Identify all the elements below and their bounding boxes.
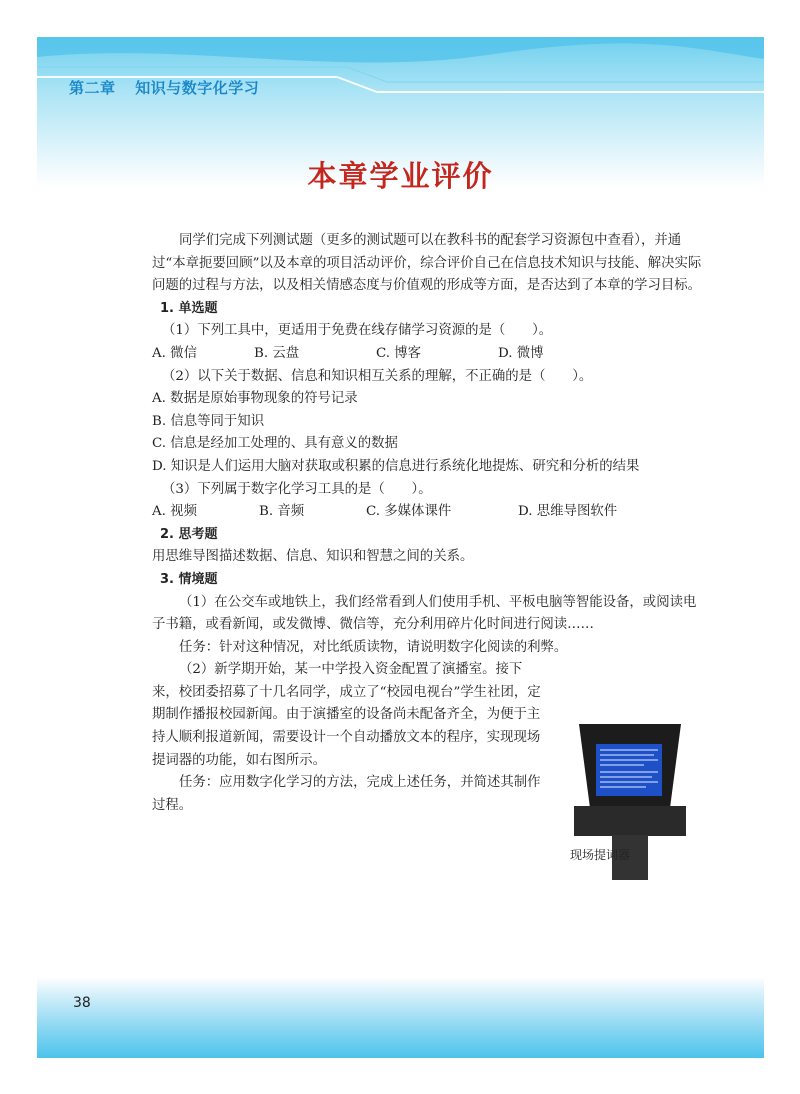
question-2: （2）以下关于数据、信息和知识相互关系的理解，不正确的是（ ）。 [162,368,593,384]
section-heading-scenario: 3. 情境题 [160,571,218,587]
option: B. 信息等同于知识 [152,413,265,429]
section-heading-thinking: 2. 思考题 [160,526,218,542]
option: B. 云盘 [254,345,300,361]
question-1-options [152,343,702,366]
scenario-1-task: 任务：针对这种情况，对比纸质读物，请说明数字化阅读的利弊。 [179,639,568,655]
scenario-2-task: 任务：应用数字化学习的方法，完成上述任务，并简述其制作过程。 [152,775,541,813]
question-3-options [152,501,702,524]
question-1: （1）下列工具中，更适用于免费在线存储学习资源的是（ ）。 [162,323,553,339]
option: D. 微博 [498,345,544,361]
option: C. 博客 [376,345,422,361]
scenario-2: （2）新学期开始，某一中学投入资金配置了演播室。接下来，校团委招募了十几名同学，成立了“校园电视台”学生社团，定期制作播报校园新闻。由于演播室的设备尚未配备齐全，为便于主持人顺利报道新闻，需要设计一个自动播放文本的程序，实现现场提词器的功能，如右图所示。 [152,662,541,768]
footer-band [37,977,764,1058]
textbook-page [37,37,764,1058]
option: A. 微信 [152,345,197,361]
chapter-number: 第二章 [69,79,116,97]
scenario-1: （1）在公交车或地铁上，我们经常看到人们使用手机、平板电脑等智能设备，或阅读电子书籍，或看新闻，或发微博、微信等，充分利用碎片化时间进行阅读…… [152,594,697,633]
page-title: 本章学业评价 [307,159,494,193]
option: D. 思维导图软件 [518,504,618,520]
page-number: 38 [73,995,91,1011]
option: B. 音频 [259,504,305,520]
section-heading-single-choice: 1. 单选题 [160,300,218,316]
figure-caption: 现场提词器 [570,848,631,862]
chapter-title: 知识与数字化学习 [135,79,260,97]
option: A. 视频 [152,504,197,520]
option: A. 数据是原始事物现象的符号记录 [152,391,358,407]
thinking-question: 用思维导图描述数据、信息、知识和智慧之间的关系。 [152,549,474,565]
question-3: （3）下列属于数字化学习工具的是（ ）。 [162,481,432,497]
chapter-header [69,77,273,98]
option: C. 多媒体课件 [366,504,452,520]
option: C. 信息是经加工处理的、具有意义的数据 [152,436,398,452]
option: D. 知识是人们运用大脑对获取或积累的信息进行系统化地提炼、研究和分析的结果 [152,458,640,474]
intro-paragraph: 同学们完成下列测试题（更多的测试题可以在教科书的配套学习资源包中查看），并通过“本章扼要回顾”以及本章的项目活动评价，综合评价自己在信息技术知识与技能、解决实际问题的过程与方法，以及相关情感态度与价值观的形成等方面，是否达到了本章的学习目标。 [152,233,702,294]
